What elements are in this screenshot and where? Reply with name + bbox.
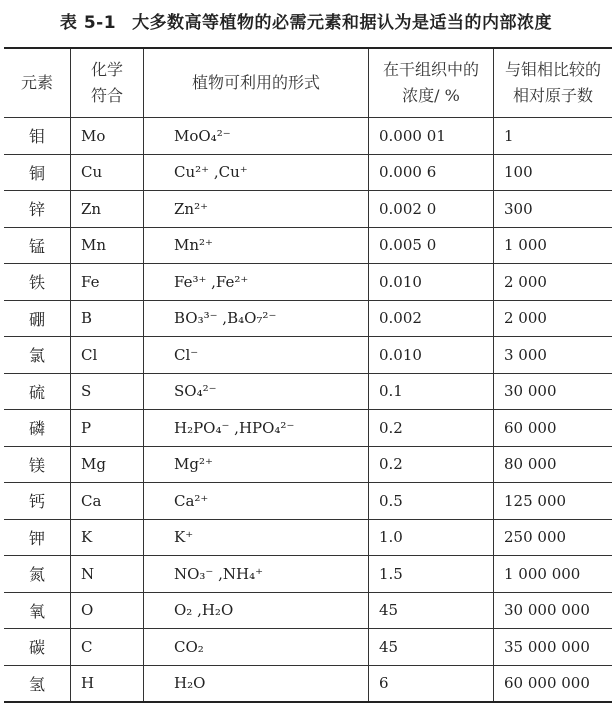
symbol-cell: N xyxy=(71,556,144,593)
table-row xyxy=(4,373,612,410)
form-cell: H₂PO₄⁻ ,HPO₄²⁻ xyxy=(144,410,369,447)
table-row xyxy=(4,519,612,556)
symbol-cell: Cl xyxy=(71,337,144,374)
header-relative: 与钼相比较的 相对原子数 xyxy=(494,48,612,118)
concentration-cell: 0.010 xyxy=(369,337,494,374)
header-concentration: 在干组织中的 浓度/ % xyxy=(369,48,494,118)
form-cell: K⁺ xyxy=(144,519,369,556)
table-row xyxy=(4,337,612,374)
relative-cell: 80 000 xyxy=(494,446,612,483)
element-cell: 氧 xyxy=(4,592,71,629)
concentration-cell: 1.0 xyxy=(369,519,494,556)
concentration-cell: 45 xyxy=(369,592,494,629)
concentration-cell: 0.5 xyxy=(369,483,494,520)
form-cell: Ca²⁺ xyxy=(144,483,369,520)
table-row xyxy=(4,410,612,447)
relative-cell: 100 xyxy=(494,154,612,191)
element-cell: 氮 xyxy=(4,556,71,593)
relative-cell: 1 000 xyxy=(494,227,612,264)
symbol-cell: P xyxy=(71,410,144,447)
symbol-cell: Zn xyxy=(71,191,144,228)
form-cell: Cl⁻ xyxy=(144,337,369,374)
table-number: 表 5-1 xyxy=(60,13,116,33)
element-cell: 铁 xyxy=(4,264,71,301)
symbol-cell: Ca xyxy=(71,483,144,520)
form-cell: Mn²⁺ xyxy=(144,227,369,264)
element-cell: 钾 xyxy=(4,519,71,556)
concentration-cell: 0.000 01 xyxy=(369,118,494,155)
relative-cell: 250 000 xyxy=(494,519,612,556)
symbol-cell: C xyxy=(71,629,144,666)
concentration-cell: 6 xyxy=(369,665,494,702)
concentration-cell: 0.000 6 xyxy=(369,154,494,191)
relative-cell: 2 000 xyxy=(494,264,612,301)
form-cell: O₂ ,H₂O xyxy=(144,592,369,629)
form-cell: CO₂ xyxy=(144,629,369,666)
symbol-cell: B xyxy=(71,300,144,337)
symbol-cell: Fe xyxy=(71,264,144,301)
symbol-cell: Mo xyxy=(71,118,144,155)
element-cell: 锌 xyxy=(4,191,71,228)
element-cell: 氯 xyxy=(4,337,71,374)
table-row xyxy=(4,191,612,228)
table-body xyxy=(4,118,612,703)
table-row xyxy=(4,629,612,666)
relative-cell: 30 000 xyxy=(494,373,612,410)
nutrient-table xyxy=(4,47,612,703)
table-caption xyxy=(0,8,612,33)
relative-cell: 1 000 000 xyxy=(494,556,612,593)
table-row xyxy=(4,118,612,155)
symbol-cell: S xyxy=(71,373,144,410)
form-cell: NO₃⁻ ,NH₄⁺ xyxy=(144,556,369,593)
form-cell: SO₄²⁻ xyxy=(144,373,369,410)
relative-cell: 3 000 xyxy=(494,337,612,374)
relative-cell: 35 000 000 xyxy=(494,629,612,666)
element-cell: 铜 xyxy=(4,154,71,191)
concentration-cell: 0.002 0 xyxy=(369,191,494,228)
table-row xyxy=(4,556,612,593)
form-cell: MoO₄²⁻ xyxy=(144,118,369,155)
table-row xyxy=(4,483,612,520)
table-row xyxy=(4,264,612,301)
element-cell: 镁 xyxy=(4,446,71,483)
form-cell: Fe³⁺ ,Fe²⁺ xyxy=(144,264,369,301)
symbol-cell: Mg xyxy=(71,446,144,483)
concentration-cell: 0.005 0 xyxy=(369,227,494,264)
form-cell: H₂O xyxy=(144,665,369,702)
concentration-cell: 1.5 xyxy=(369,556,494,593)
element-cell: 锰 xyxy=(4,227,71,264)
table-title: 大多数高等植物的必需元素和据认为是适当的内部浓度 xyxy=(132,13,552,33)
relative-cell: 30 000 000 xyxy=(494,592,612,629)
table-row xyxy=(4,592,612,629)
element-cell: 碳 xyxy=(4,629,71,666)
relative-cell: 125 000 xyxy=(494,483,612,520)
symbol-cell: H xyxy=(71,665,144,702)
concentration-cell: 0.002 xyxy=(369,300,494,337)
form-cell: Zn²⁺ xyxy=(144,191,369,228)
concentration-cell: 0.2 xyxy=(369,446,494,483)
symbol-cell: Cu xyxy=(71,154,144,191)
concentration-cell: 45 xyxy=(369,629,494,666)
table-row xyxy=(4,154,612,191)
element-cell: 钙 xyxy=(4,483,71,520)
concentration-cell: 0.2 xyxy=(369,410,494,447)
table-row xyxy=(4,227,612,264)
element-cell: 硼 xyxy=(4,300,71,337)
header-form: 植物可利用的形式 xyxy=(144,48,369,118)
element-cell: 磷 xyxy=(4,410,71,447)
relative-cell: 60 000 xyxy=(494,410,612,447)
relative-cell: 60 000 000 xyxy=(494,665,612,702)
form-cell: Cu²⁺ ,Cu⁺ xyxy=(144,154,369,191)
form-cell: BO₃³⁻ ,B₄O₇²⁻ xyxy=(144,300,369,337)
table-row xyxy=(4,300,612,337)
concentration-cell: 0.010 xyxy=(369,264,494,301)
relative-cell: 1 xyxy=(494,118,612,155)
element-cell: 硫 xyxy=(4,373,71,410)
header-symbol: 化学 符合 xyxy=(71,48,144,118)
form-cell: Mg²⁺ xyxy=(144,446,369,483)
relative-cell: 2 000 xyxy=(494,300,612,337)
table-row xyxy=(4,446,612,483)
symbol-cell: O xyxy=(71,592,144,629)
relative-cell: 300 xyxy=(494,191,612,228)
element-cell: 钼 xyxy=(4,118,71,155)
element-cell: 氢 xyxy=(4,665,71,702)
concentration-cell: 0.1 xyxy=(369,373,494,410)
header-row xyxy=(4,48,612,118)
header-element: 元素 xyxy=(4,48,71,118)
symbol-cell: Mn xyxy=(71,227,144,264)
table-row xyxy=(4,665,612,702)
symbol-cell: K xyxy=(71,519,144,556)
